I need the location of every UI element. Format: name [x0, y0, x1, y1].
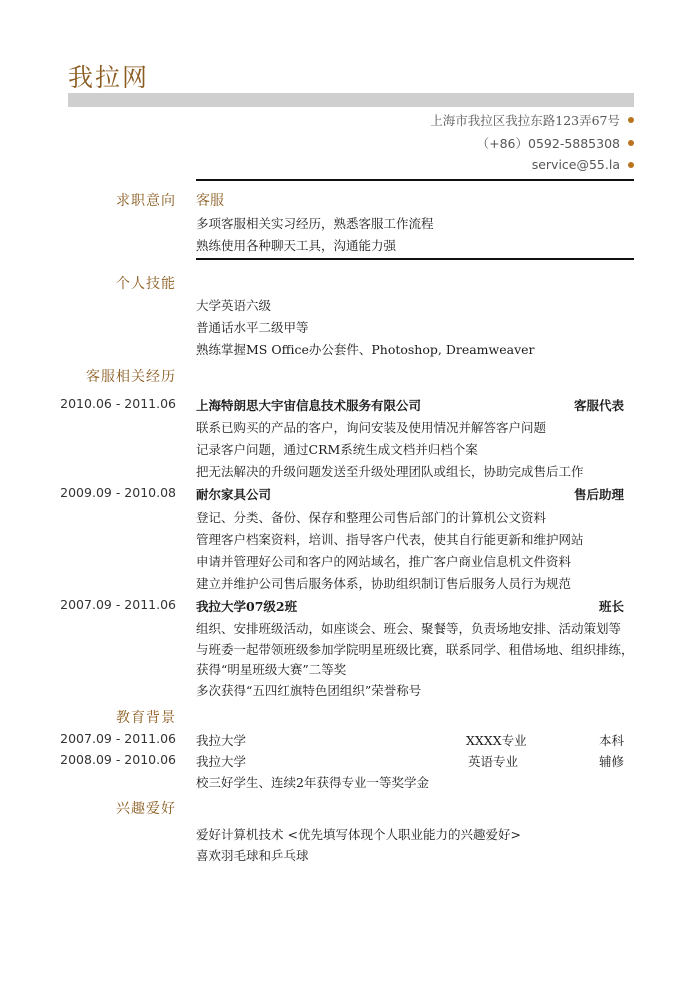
- edu-degree: 本科: [598, 733, 624, 748]
- skill-line: 普通话水平二级甲等: [196, 320, 309, 335]
- job-role: 班长: [598, 599, 624, 614]
- job-date: 2010.06 - 2011.06: [60, 396, 176, 411]
- section-title-hobbies: 兴趣爱好: [116, 801, 176, 817]
- job-date: 2009.09 - 2010.08: [60, 485, 176, 500]
- job-line: 组织、安排班级活动，如座谈会、班会、聚餐等，负责场地安排、活动策划等: [196, 621, 622, 636]
- job-line: 联系已购买的产品的客户，询问安装及使用情况并解答客户问题: [196, 420, 547, 435]
- job-org: 上海特朗思大宇宙信息技术服务有限公司: [196, 398, 422, 413]
- job-line: 登记、分类、备份、保存和整理公司售后部门的计算机公文资料: [196, 510, 547, 525]
- job-role: 客服代表: [573, 398, 624, 413]
- edu-date: 2007.09 - 2011.06: [60, 731, 176, 746]
- job-org: 我拉大学07级2班: [196, 599, 298, 614]
- edu-note: 校三好学生、连续2年获得专业一等奖学金: [196, 775, 429, 790]
- job-line: 与班委一起带领班级参加学院明星班级比赛，联系同学、租借场地、组织排练，: [196, 642, 634, 657]
- job-line: 获得“明星班级大赛”二等奖: [196, 662, 347, 677]
- hobby-line: 喜欢羽毛球和乒乓球: [196, 848, 309, 863]
- skill-line: 大学英语六级: [196, 298, 272, 313]
- job-line: 建立并维护公司售后服务体系，协助组织制订售后服务人员行为规范: [196, 576, 572, 591]
- objective-position: 客服: [196, 193, 224, 209]
- divider: [196, 258, 634, 260]
- address-text: 上海市我拉区我拉东路123弄67号: [430, 113, 620, 128]
- objective-line: 多项客服相关实习经历，熟悉客服工作流程: [196, 216, 434, 231]
- job-role: 售后助理: [573, 487, 624, 502]
- contact-address: [430, 111, 634, 129]
- job-line: 申请并管理好公司和客户的网站域名，推广客户商业信息机文件资料: [196, 554, 572, 569]
- edu-school: 我拉大学: [196, 754, 247, 769]
- bullet-dot-icon: [628, 140, 634, 146]
- email-text: service@55.la: [531, 157, 620, 172]
- skill-line: 熟练掌握MS Office办公套件、Photoshop, Dreamweaver: [196, 342, 535, 357]
- job-date: 2007.09 - 2011.06: [60, 597, 176, 612]
- edu-degree: 辅修: [598, 754, 624, 769]
- edu-major: XXXX专业: [466, 733, 527, 748]
- job-line: 把无法解决的升级问题发送至升级处理团队或组长，协助完成售后工作: [196, 464, 584, 479]
- edu-date: 2008.09 - 2010.06: [60, 752, 176, 767]
- contact-phone: [477, 134, 634, 152]
- section-title-education: 教育背景: [116, 710, 176, 726]
- header-band: [68, 93, 634, 107]
- section-title-skills: 个人技能: [116, 276, 176, 292]
- section-title-objective: 求职意向: [116, 193, 176, 209]
- section-title-experience: 客服相关经历: [86, 369, 176, 385]
- hobby-line: 爱好计算机技术 <优先填写体现个人职业能力的兴趣爱好>: [196, 827, 521, 842]
- job-line: 管理客户档案资料，培训、指导客户代表，使其自行能更新和维护网站: [196, 532, 584, 547]
- edu-major: 英语专业: [468, 754, 519, 769]
- edu-school: 我拉大学: [196, 733, 247, 748]
- job-org: 耐尔家具公司: [196, 487, 272, 502]
- bullet-dot-icon: [628, 117, 634, 123]
- objective-line: 熟练使用各种聊天工具，沟通能力强: [196, 238, 397, 253]
- job-line: 记录客户问题，通过CRM系统生成文档并归档个案: [196, 442, 478, 457]
- divider: [196, 179, 634, 181]
- contact-email: [532, 157, 634, 172]
- phone-text: （+86）0592-5885308: [476, 136, 620, 151]
- job-line: 多次获得“五四红旗特色团组织”荣誉称号: [196, 683, 422, 698]
- bullet-dot-icon: [628, 162, 634, 168]
- resume-name: 我拉网: [68, 63, 150, 92]
